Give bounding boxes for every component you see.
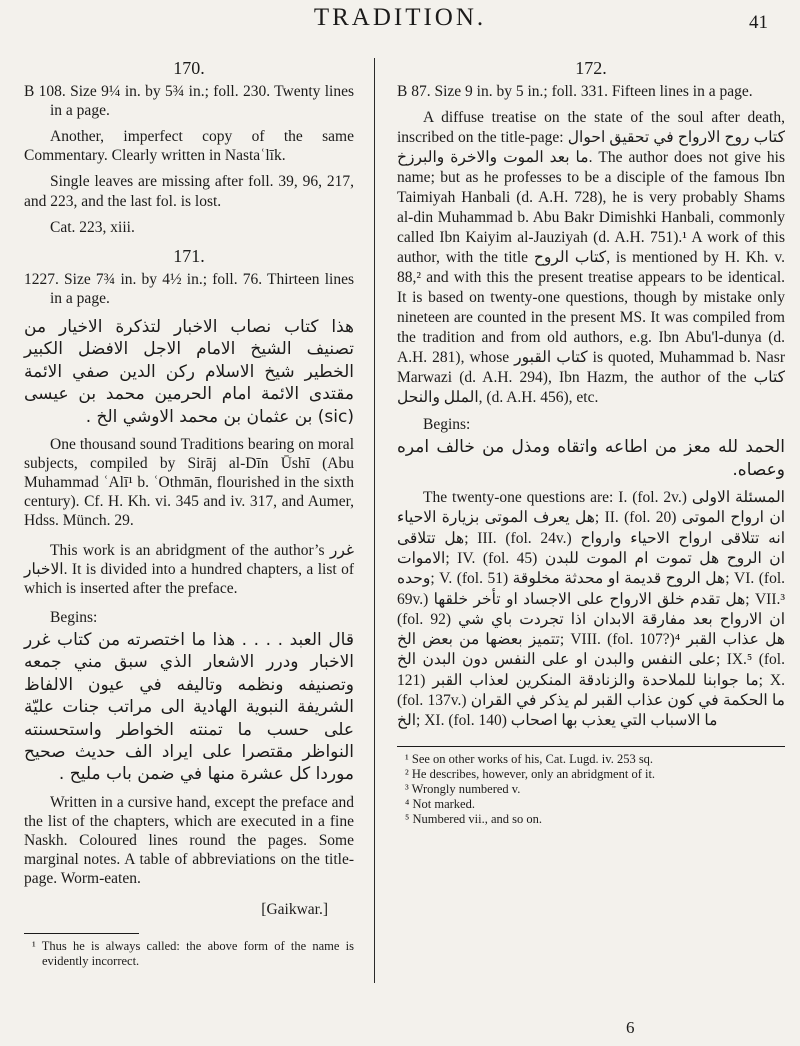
entry-171-arabic-title: هذا كتاب نصاب الاخبار لتذكرة الاخيار من تصنيف الشيخ الامام الاجل الافضل الكبير الخطير شيخ الاسلام ركن الدين صفي الائمة مقتدى الائمة امام الحرمين محمد بن عيسى (sic) بن عثمان بن محمد الاوشي الخ . (24, 317, 354, 427)
entry-172-heading: B 87. Size 9 in. by 5 in.; foll. 331. Fifteen lines in a page. (397, 83, 753, 101)
footnote-2: ² He describes, however, only an abridgment of it. (405, 766, 656, 781)
left-column (24, 57, 354, 969)
entry-171-heading: 1227. Size 7¾ in. by 4½ in.; foll. 76. Thirteen lines in a page. (24, 270, 354, 307)
entry-171-physical-description: Written in a cursive hand, except the preface and the list of the chapters, which are executed in a fine Naskh. Coloured lines round the pages. Some marginal notes. A table of abbreviations on the title-page. Worm-eaten. (24, 793, 354, 888)
footnote-3: ³ Wrongly numbered v. (405, 781, 521, 796)
footnote: ¹ Thus he is always called: the above form of the name is evidently incorrect. (32, 939, 354, 969)
entry-number-171: 171. (173, 245, 205, 266)
footnote-5: ⁵ Numbered vii., and so on. (405, 811, 542, 826)
entry-172-questions: The twenty-one questions are: I. (fol. 2v.) المسئلة الاولى هل يعرف الموتى بزيارة الاحياء; II. (fol. 20) ان ارواح الموتى هل تتلاقى; III. (fol. 24v.) انه تتلاقى ارواح الاحياء وارواح الاموات; IV. (fol. 45) ان الروح هل تموت ام الموت للبدن وحده; V. (fol. 51) هل الروح قديمة او محدثة مخلوقة; VI. (fol. 69v.) هل تقدم خلق الارواح على الاجساد او تأخر خلقها; VII.³ (fol. 92) ان الارواح بعد مفارقة الابدان اذا تجردت باي شي تتميز بعضها من بعض الخ; VIII. (fol. 107?)⁴ هل عذاب القبر على النفس والبدن او على النفس دون البدن الخ; IX.⁵ (fol. 121) ما جوابنا للملاحدة والزنادقة المنكرين لعذاب القبر; X. (fol. 137v.) ما الحكمة في كون عذاب القبر لم يذكر في القران الخ; XI. (fol. 140) ما الاسباب التي يعذب بها اصحاب (397, 489, 786, 730)
signature-mark: 6 (626, 1018, 635, 1037)
entry-170-note: Single leaves are missing after foll. 39, 96, 217, and 223, and the last fol. is lost. (24, 173, 354, 210)
footnote-rule (397, 746, 785, 747)
entry-171-source: [Gaikwar.] (261, 901, 328, 919)
entry-170-description: Another, imperfect copy of the same Commentary. Clearly written in Nastaʿlīk. (24, 128, 354, 165)
footnote-4: ⁴ Not marked. (405, 796, 475, 811)
footnote-1: ¹ See on other works of his, Cat. Lugd. iv. 253 sq. (405, 751, 654, 766)
entry-171-begins-label: Begins: (50, 608, 98, 626)
entry-172-description: A diffuse treatise on the state of the soul after death, inscribed on the title-page: كتاب روح الارواح في تحقيق احوال ما بعد الموت والاخرة والبرزخ. The author does not give his name; but as he professes to be a disciple of the famous Ibn Taimiyah Hanbali (d. A.H. 728), he is very probably Shams al-din Muhammad b. Abu Bakr Dimishki Hanbali, commonly called Ibn Kaiyim al-Jauziyah (d. A.H. 751).¹ A work of this author, with the title كتاب الروح, is mentioned by H. Kh. v. 88,² and with this the present treatise appears to be identical. It is based on twenty-one questions, though by mistake only nineteen are counted in the present MS. It was compiled from the tradition and from old authors, e.g. Ibn Abu'l-dunya (d. A.H. 281), whose كتاب القبور is quoted, Muhammad b. Nasr Marwazi (d. A.H. 294), Ibn Hazm, the author of the كتاب الملل والنحل, (d. A.H. 456), etc. (397, 109, 785, 407)
column-divider (374, 58, 375, 983)
entry-170-heading: B 108. Size 9¼ in. by 5¾ in.; foll. 230. Twenty lines in a page. (24, 83, 354, 120)
entry-171-description: One thousand sound Traditions bearing on moral subjects, compiled by Sirāj al-Dīn Ūshī (Abu Muhammad ʿAlī¹ b. ʿOthmān, flourished in the sixth century). Cf. H. Kh. vi. 345 and iv. 317, and Aumer, Hdss. Münch. 29. (24, 436, 354, 530)
entry-number-172: 172. (575, 58, 607, 78)
page-header (0, 0, 800, 48)
right-column (397, 57, 785, 827)
page-number: 41 (749, 12, 768, 33)
running-title: TRADITION. (313, 4, 487, 31)
footnote-rule (24, 933, 139, 934)
entry-172-arabic-incipit: الحمد لله معز من اطاعه واتقاه ومذل من خالف امره وعصاه. (397, 437, 785, 480)
entry-171-abridgment-note: This work is an abridgment of the author’s غرر الاخبار. It is divided into a hundred chapters, a list of which is inserted after the preface. (24, 541, 354, 597)
entry-number-170: 170. (173, 58, 205, 78)
entry-171-arabic-incipit: قال العبد . . . . هذا ما اختصرته من كتاب غرر الاخبار ودرر الاشعار الذي سبق مني جمعه وتصنيفه ونظمه وتاليفه في عيون الالفاظ الشريفة النبوية الهادية الى مراتب جنات عليّة على حسب ما تمنته الخواطر واستحسنته النواظر مقتصرا على ايراد الف حديث صحيح موردا كل عشرة منها في ضمن باب مليح . (24, 629, 354, 785)
entry-172-begins-label: Begins: (423, 416, 471, 434)
entry-170-catalogue-ref: Cat. 223, xiii. (50, 218, 135, 236)
